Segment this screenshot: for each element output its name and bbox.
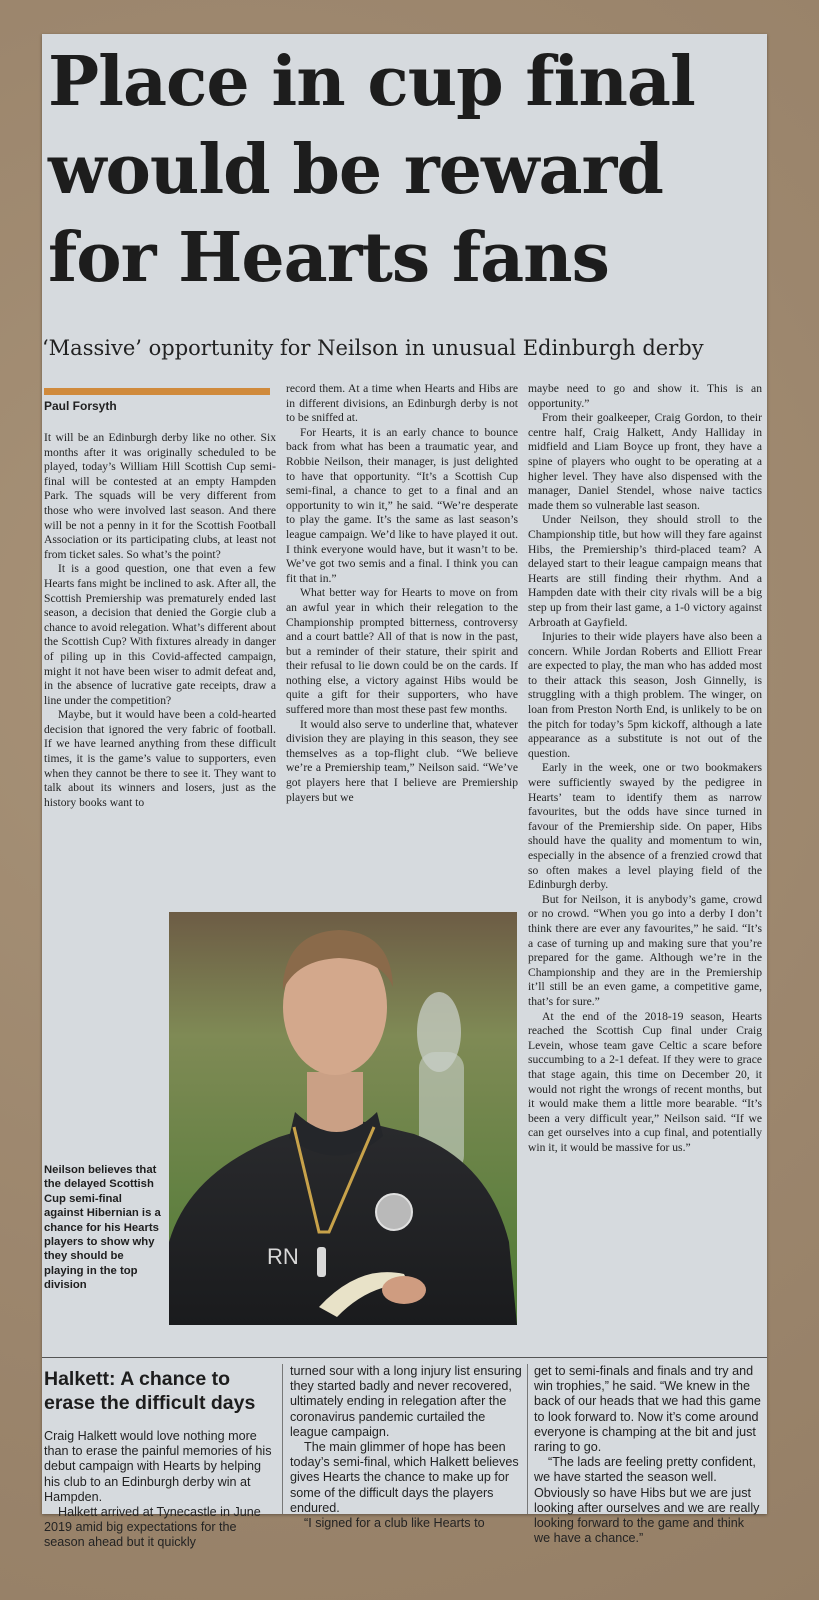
paragraph: record them. At a time when Hearts and Hibs are in different divisions, an Edinburgh derby is not to be sniffed at.: [286, 382, 518, 425]
standfirst: ‘Massive’ opportunity for Neilson in unusual Edinburgh derby: [42, 336, 704, 360]
paragraph: Halkett arrived at Tynecastle in June 2019 amid big expectations for the season ahead but it quickly: [44, 1505, 261, 1550]
article-column-3: [528, 382, 762, 1357]
column-divider: [527, 1364, 528, 1514]
jacket-initials: RN: [267, 1244, 299, 1269]
paragraph: turned sour with a long injury list ensuring they started badly and never recovered, ultimately ending in relegation after the coronavirus pandemic curtailed the league campaign.: [290, 1364, 522, 1439]
sidebar-column-1: [44, 1429, 276, 1550]
manager-illustration: [169, 912, 517, 1325]
headline: [48, 38, 763, 302]
paragraph: But for Neilson, it is anybody’s game, crowd or no crowd. “When you go into a derby I don’t think there are ever any favourites,” he said. “It’s a case of turning up and making sure that you’re prepared for the game. Although we’re in the Championship and they are in the Premiership it’ll still be an even game, a competitive game, that’s for sure.”: [528, 892, 762, 1008]
sidebar-column-3: [534, 1364, 762, 1546]
headline-line: Place in cup final: [48, 42, 695, 122]
paragraph: get to semi-finals and finals and try and win trophies,” he said. “We knew in the back of our heads that we had this game to look forward to. Now it’s come around everyone is champing at the bit and just raring to go.: [534, 1364, 761, 1455]
byline: Paul Forsyth: [44, 399, 117, 413]
paragraph: What better way for Hearts to move on from an awful year in which their relegation to the Championship prompted bitterness, controversy and a court battle? All of that is now in the past, but a reminder of their stature, their spirit and their refusal to lie down could be on the cards. If nothing else, a victory against Hibs would be quite a gift for their supporters, who have suffered more than most these past few months.: [286, 586, 518, 717]
paragraph: It would also serve to underline that, whatever division they are playing in this season, they see themselves as a top-flight club. “We believe we’re a Premiership team,” Neilson said. “We’ve got players here that I believe are Premiership players but we: [286, 717, 518, 804]
paragraph: It will be an Edinburgh derby like no other. Six months after it was originally scheduled to be played, today’s William Hill Scottish Cup semi-final will be contested at an empty Hampden Park. The squads will be very different from those who were involved last season. And there will be not a penny in it for the Scottish Football Association or its participating clubs, at least not from ticket sales. So what’s the point?: [44, 431, 276, 561]
paragraph: Injuries to their wide players have also been a concern. While Jordan Roberts and Elliott Frear are expected to play, the man who has added most to their attack this season, Josh Ginnelly, is struggling with a thigh problem. The winger, on loan from Preston North End, is unlikely to be on the pitch for today’s 5pm kickoff, although a late appearance as a substitute is not out of the question.: [528, 630, 762, 760]
section-divider: [42, 1357, 767, 1358]
paragraph: From their goalkeeper, Craig Gordon, to their centre half, Craig Halkett, Andy Halliday in midfield and Liam Boyce up front, they have a spine of players who ought to be operating at a higher level. They have also dispensed with the manager, Daniel Stendel, whose naive tactics made them so vulnerable last season.: [528, 411, 762, 512]
photo-caption: Neilson believes that the delayed Scottish Cup semi-final against Hibernian is a chance for his Hearts players to show why they should be playing in the top division: [44, 1164, 161, 1292]
paragraph: Craig Halkett would love nothing more than to erase the painful memories of his debut campaign with Hearts by helping his club to an Edinburgh derby win at Hampden.: [44, 1429, 272, 1504]
paragraph: Early in the week, one or two bookmakers were sufficiently swayed by the pedigree in Hearts’ team to identify them as narrow favourites, but the odds have since turned in favour of the Premiership side. On paper, Hibs should have the quality and momentum to win, especially in the absence of a frenzied crowd that so often makes a level playing field of the Edinburgh derby.: [528, 761, 762, 892]
paragraph: For Hearts, it is an early chance to bounce back from what has been a traumatic year, and Robbie Neilson, their manager, is just delighted to have that opportunity. “It’s a Scottish Cup semi-final, a chance to get to a final and an opportunity to win it,” he said. “We’re desperate to play the game. It’s the same as last season’s league campaign. We’d like to have played it out. I think everyone would have, but it wasn’t to be. We’ve got two semis and a final. I think you can fit that in.”: [286, 425, 518, 585]
sidebar-headline: Halkett: A chance to erase the difficult days: [44, 1368, 256, 1414]
paragraph: maybe need to go and show it. This is an opportunity.”: [528, 382, 762, 410]
paragraph: Maybe, but it would have been a cold-hearted decision that ignored the very fabric of football. If we have learned anything from these difficult times, it is the game’s value to supporters, even when they cannot be there to see it. They want to talk about its winners and losers, just as the history books want to: [44, 708, 276, 809]
paragraph: The main glimmer of hope has been today’s semi-final, which Halkett believes gives Hearts the chance to make up for some of the difficult days the players endured.: [290, 1440, 519, 1515]
sidebar-column-2: [290, 1364, 522, 1531]
headline-line: for Hearts fans: [48, 218, 609, 298]
paragraph: “The lads are feeling pretty confident, we have started the season well. Obviously so have Hibs but we are just looking after ourselves and we are really looking forward to the game and think we have a chance.”: [534, 1455, 760, 1546]
paragraph: “I signed for a club like Hearts to: [304, 1516, 485, 1531]
paragraph: At the end of the 2018-19 season, Hearts reached the Scottish Cup final under Craig Levein, whose team gave Celtic a scare before succumbing to a 2-1 defeat. If they were to grace that stage again, this time on December 20, it would not right the wrongs of recent months, but it would make them a little more bearable. “It’s been a very difficult year,” Neilson said. “If we can get ourselves into a cup final, and potentially win it, it would be massive for us.”: [528, 1009, 762, 1154]
paragraph: It is a good question, one that even a few Hearts fans might be inclined to ask. After all, the Scottish Premiership was prematurely ended last season, a decision that denied the Gorgie club a chance to avoid relegation. What’s different about the Scottish Cup? With fixtures already in danger of piling up in this Covid-affected campaign, might it not have been wiser to admit defeat and, in the absence of lucrative gate receipts, draw a line under the competition?: [44, 562, 276, 707]
manager-photo: [169, 912, 517, 1325]
paragraph: Under Neilson, they should stroll to the Championship title, but how will they fare against Hibs, the Premiership’s third-placed team? A delayed start to their league campaign means that Hearts are still finding their rhythm. And a Hampden date with their city rivals will be a big step up from their last game, a 1-0 victory against Arbroath at Gayfield.: [528, 513, 762, 629]
byline-rule: [44, 388, 270, 395]
headline-line: would be reward: [48, 130, 663, 210]
article-column-1: [44, 431, 276, 921]
newspaper-clipping: [42, 34, 767, 1550]
article-column-2: [286, 382, 518, 930]
column-divider: [282, 1364, 283, 1514]
